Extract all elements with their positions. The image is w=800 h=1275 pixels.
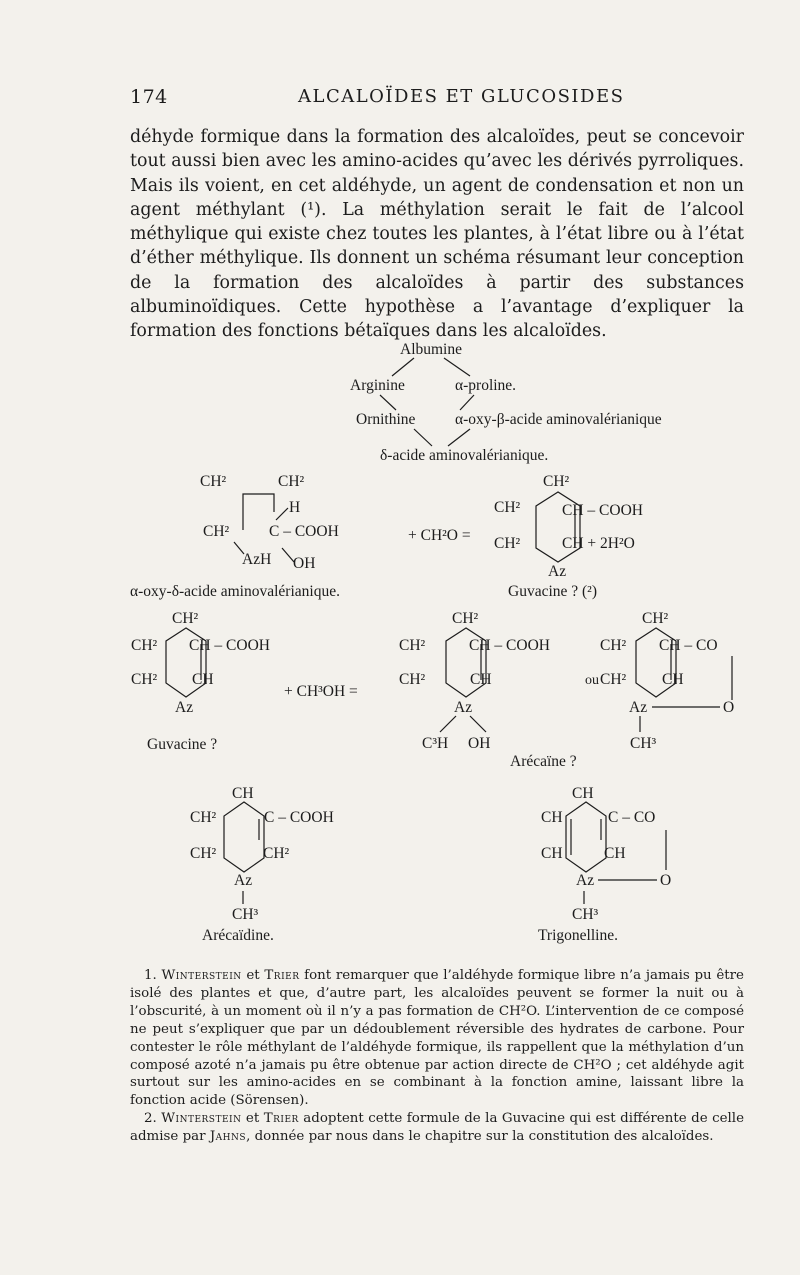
r2-b-ch2-l1: CH² <box>600 637 627 654</box>
r3-ar-az: Az <box>234 872 253 889</box>
reaction-3 <box>190 785 671 944</box>
scheme-oxy-acid: α-oxy-β-acide aminovalérianique <box>455 411 662 428</box>
r2-reagent: + CH³OH = <box>284 683 358 700</box>
r3-ar-top: CH <box>232 785 254 802</box>
r2-guvacine-az: Az <box>175 699 194 716</box>
r3-tr-top: CH <box>572 785 594 802</box>
r1-right-ch2-l2: CH² <box>494 535 521 552</box>
r1-right-ch2-l1: CH² <box>494 499 521 516</box>
r3-ar-ch2-l2: CH² <box>190 845 217 862</box>
r2-guvacine-ch2-l1: CH² <box>131 637 158 654</box>
r1-left-ch2-b: CH² <box>278 473 305 490</box>
r2-a-ch3: C³H <box>422 735 449 752</box>
r1-plus-reagent: + CH²O = <box>408 527 471 544</box>
r1-left-oh: OH <box>293 555 316 572</box>
footnote-2-text-b: , donnée par nous dans le chapitre sur la constitution des alcaloïdes. <box>246 1129 714 1145</box>
r2-a-top: CH² <box>452 610 479 627</box>
r1-left-ch2-c: CH² <box>203 523 230 540</box>
r3-tr-ring <box>566 802 606 872</box>
r2-guvacine-cooh: CH – COOH <box>189 637 270 654</box>
scheme-line <box>460 395 474 410</box>
footnote-1 <box>130 967 744 1110</box>
reaction-2 <box>131 610 734 770</box>
r2-a-oh: OH <box>468 735 491 752</box>
r3-tr-ch-l2: CH <box>541 845 563 862</box>
reaction-1 <box>130 473 643 600</box>
r1-left-ch2-a: CH² <box>200 473 227 490</box>
r3-tr-c-co: C – CO <box>608 809 656 826</box>
r3-tr-ch-r: CH <box>604 845 626 862</box>
footnote-1-author-b: Trier <box>264 968 300 983</box>
r1-right-az: Az <box>548 563 567 580</box>
scheme-line <box>392 358 414 376</box>
r2-arecaine-caption: Arécaïne ? <box>510 753 577 770</box>
r3-ar-ch2-l1: CH² <box>190 809 217 826</box>
footnote-2 <box>130 1110 744 1146</box>
r2-a-bond <box>470 716 486 732</box>
scheme-albumine: Albumine <box>400 341 462 358</box>
footnote-2-author-b: Trier <box>263 1111 299 1127</box>
scheme-delta-acid: δ-acide aminovalérianique. <box>380 447 549 464</box>
r1-right-top: CH² <box>543 473 570 490</box>
r3-ar-ch3: CH³ <box>232 906 259 923</box>
footnote-2-jahns: Jahns <box>209 1129 247 1145</box>
r1-right-ch-cooh: CH – COOH <box>562 502 643 519</box>
r2-b-ch: CH <box>662 671 684 688</box>
scheme-line <box>444 358 470 376</box>
r3-ar-c-cooh: C – COOH <box>264 809 334 826</box>
footnotes <box>130 967 744 1146</box>
footnote-2-text-a: adoptent cette formule de la Guvacine qui est différente de celle admise par <box>130 1111 744 1145</box>
derivation-scheme <box>350 341 662 464</box>
r1-right-caption: Guvacine ? (²) <box>508 583 597 600</box>
scheme-ornithine: Ornithine <box>356 411 416 428</box>
r2-guvacine-ch2-l2: CH² <box>131 671 158 688</box>
running-header: ALCALOÏDES ET GLUCOSIDES <box>298 86 625 107</box>
r3-ar-caption: Arécaïdine. <box>202 927 274 944</box>
r2-guvacine-ch: CH <box>192 671 214 688</box>
r1-left-caption: α-oxy-δ-acide aminovalérianique. <box>130 583 340 600</box>
r2-b-az: Az <box>629 699 648 716</box>
r3-ar-ring <box>224 802 264 872</box>
r2-a-cooh: CH – COOH <box>469 637 550 654</box>
r2-a-ch2-l1: CH² <box>399 637 426 654</box>
r2-guvacine-caption: Guvacine ? <box>147 736 218 753</box>
footnote-1-et: et <box>241 968 265 983</box>
r3-tr-az: Az <box>576 872 595 889</box>
r2-b-top: CH² <box>642 610 669 627</box>
r3-tr-ch-l1: CH <box>541 809 563 826</box>
r2-a-bond <box>440 716 456 732</box>
r1-left-h: H <box>289 499 301 516</box>
page-number: 174 <box>130 86 168 108</box>
footnote-1-number: 1. <box>144 968 157 983</box>
r1-right-ch-plus: CH + 2H²O <box>562 535 635 552</box>
r3-tr-caption: Trigonelline. <box>538 927 618 944</box>
footnote-1-author-a: Winterstein <box>161 968 242 983</box>
footnote-2-number: 2. <box>144 1111 157 1127</box>
r2-a-ch: CH <box>470 671 492 688</box>
r2-b-ch3: CH³ <box>630 735 657 752</box>
footnote-2-author-a: Winterstein <box>161 1111 242 1127</box>
r3-tr-ch3: CH³ <box>572 906 599 923</box>
r1-left-bond <box>276 508 288 520</box>
r1-left-c-cooh: C – COOH <box>269 523 339 540</box>
r2-b-o: O <box>723 699 735 716</box>
scheme-line <box>448 429 470 446</box>
scheme-proline: α-proline. <box>455 377 517 394</box>
body-paragraph: déhyde formique dans la formation des alcaloïdes, peut se concevoir tout aussi bien avec les amino-acides qu’avec les dérivés pyrroliques. Mais ils voient, en cet aldéhyde, un agent de condensation et non un agent méthylant (¹). La méthylation serait le fait de l’alcool méthylique qui existe chez toutes les plantes, à l’état libre ou à l’état d’éther méthylique. Ils donnent un schéma résumant leur conception de la formation des alcaloïdes à partir des substances albuminoïdiques. Cette hypothèse a l’avantage d’expliquer la formation des fonctions bétaïques dans les alcaloïdes. <box>130 127 744 342</box>
r2-b-co: CH – CO <box>659 637 718 654</box>
r2-a-az: Az <box>454 699 473 716</box>
r3-tr-o: O <box>660 872 672 889</box>
r2-b-ch2-l2: CH² <box>600 671 627 688</box>
scheme-arginine: Arginine <box>350 377 405 394</box>
r1-left-azh: AzH <box>242 551 272 568</box>
footnote-2-et: et <box>241 1111 264 1127</box>
scheme-line <box>380 395 396 410</box>
r3-ar-ch2-r: CH² <box>263 845 290 862</box>
r2-a-ch2-l2: CH² <box>399 671 426 688</box>
r2-guvacine-top: CH² <box>172 610 199 627</box>
scheme-line <box>414 429 432 446</box>
footnote-1-text: font remarquer que l’aldéhyde formique libre n’a jamais pu être isolé des plantes et que, d’autre part, les alcaloïdes peuvent se former la nuit ou à l’obscurité, à un moment où il n’y a pas formation de CH²O. L’intervention de ce composé ne peut s’expliquer que par un dédoublement réversible des hydrates de carbone. Pour contester le rôle méthylant de l’aldéhyde formique, ils rappellent que la méthylation d’un composé azoté n’a jamais pu être obtenue par action directe de CH²O ; cet aldéhyde agit surtout sur les amino-acides en se combinant à la fonction amine, laissant libre la fonction acide (Sörensen). <box>130 968 744 1109</box>
r2-ou: ou <box>585 673 599 688</box>
